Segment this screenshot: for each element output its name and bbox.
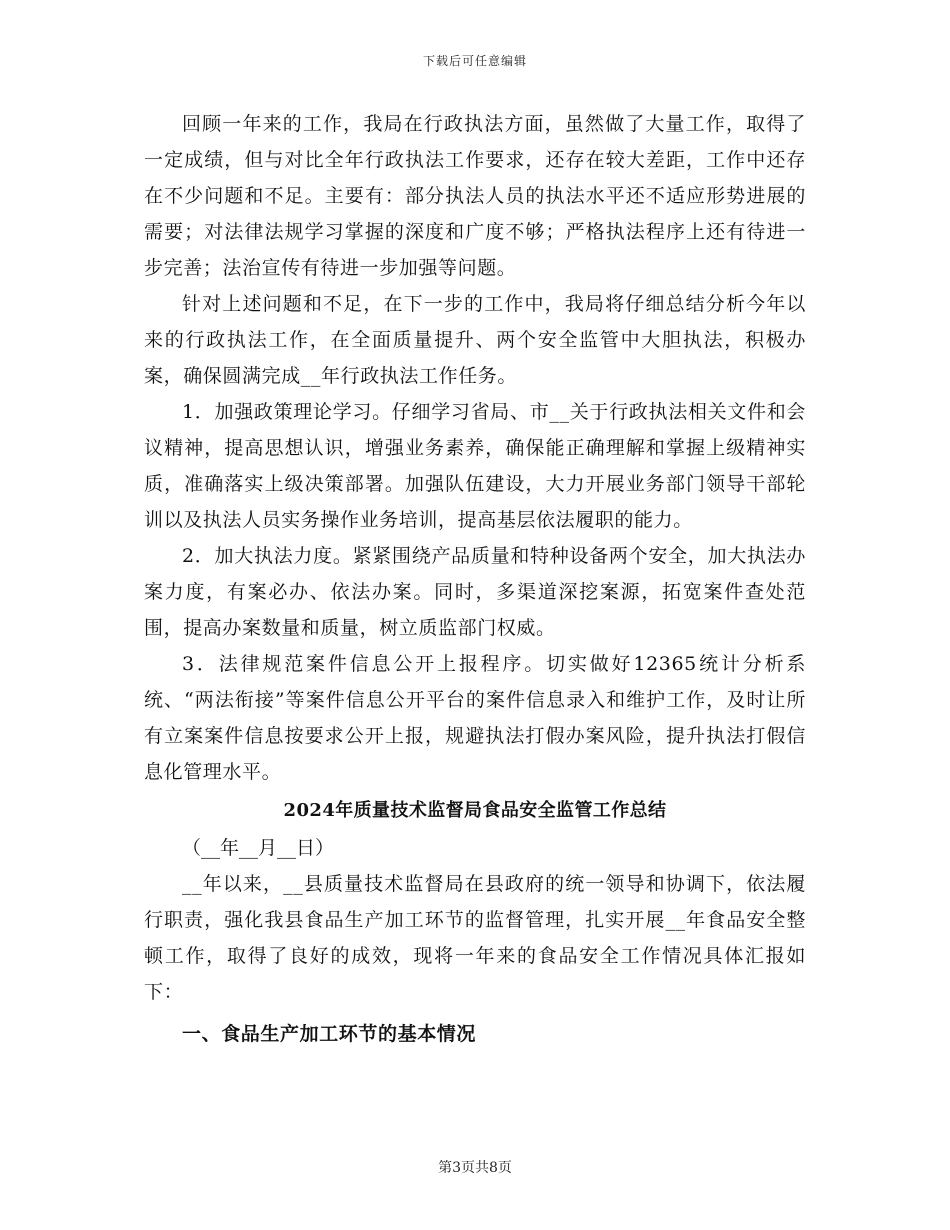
paragraph: 针对上述问题和不足，在下一步的工作中，我局将仔细总结分析今年以来的行政执法工作，在全面质量提升、两个安全监管中大胆执法，积极办案，确保圆满完成__年行政执法工作任务。 [144,293,806,387]
paragraph: 回顾一年来的工作，我局在行政执法方面，虽然做了大量工作，取得了一定成绩，但与对比全年行政执法工作要求，还存在较大差距，工作中还存在不少问题和不足。主要有：部分执法人员的执法水平还不适应形势进展的需要；对法律法规学习掌握的深度和广度不够；严格执法程序上还有待进一步完善；法治宣传有待进一步加强等问题。 [144,113,806,279]
paragraph: 3．法律规范案件信息公开上报程序。切实做好12365统计分析系统、“两法衔接”等案件信息公开平台的案件信息录入和维护工作，及时让所有立案案件信息按要求公开上报，规避执法打假办案风险，提升执法打假信息化管理水平。 [144,653,806,783]
paragraph: 1．加强政策理论学习。仔细学习省局、市__关于行政执法相关文件和会议精神，提高思想认识，增强业务素养，确保能正确理解和掌握上级精神实质，准确落实上级决策部署。加强队伍建设，大力开展业务部门领导干部轮训以及执法人员实务操作业务培训，提高基层依法履职的能力。 [144,401,806,531]
document-body [144,106,806,1054]
paragraph: 2．加大执法力度。紧紧围绕产品质量和特种设备两个安全，加大执法办案力度，有案必办、依法办案。同时，多渠道深挖案源，拓宽案件查处范围，提高办案数量和质量，树立质监部门权威。 [144,545,806,639]
page-number: 第3页共8页 [438,1160,512,1176]
section-heading: 一、食品生产加工环节的基本情况 [182,1023,477,1045]
page-header: 下载后可任意编辑 [422,54,527,68]
document-title: 2024年质量技术监督局食品安全监管工作总结 [283,800,667,821]
paragraph: __年以来，__县质量技术监督局在县政府的统一领导和协调下，依法履行职责，强化我县食品生产加工环节的监督管理，扎实开展__年食品安全整顿工作，取得了良好的成效，现将一年来的食品安全工作情况具体汇报如下： [144,873,806,1003]
document-date: （__年__月__日） [182,837,335,859]
